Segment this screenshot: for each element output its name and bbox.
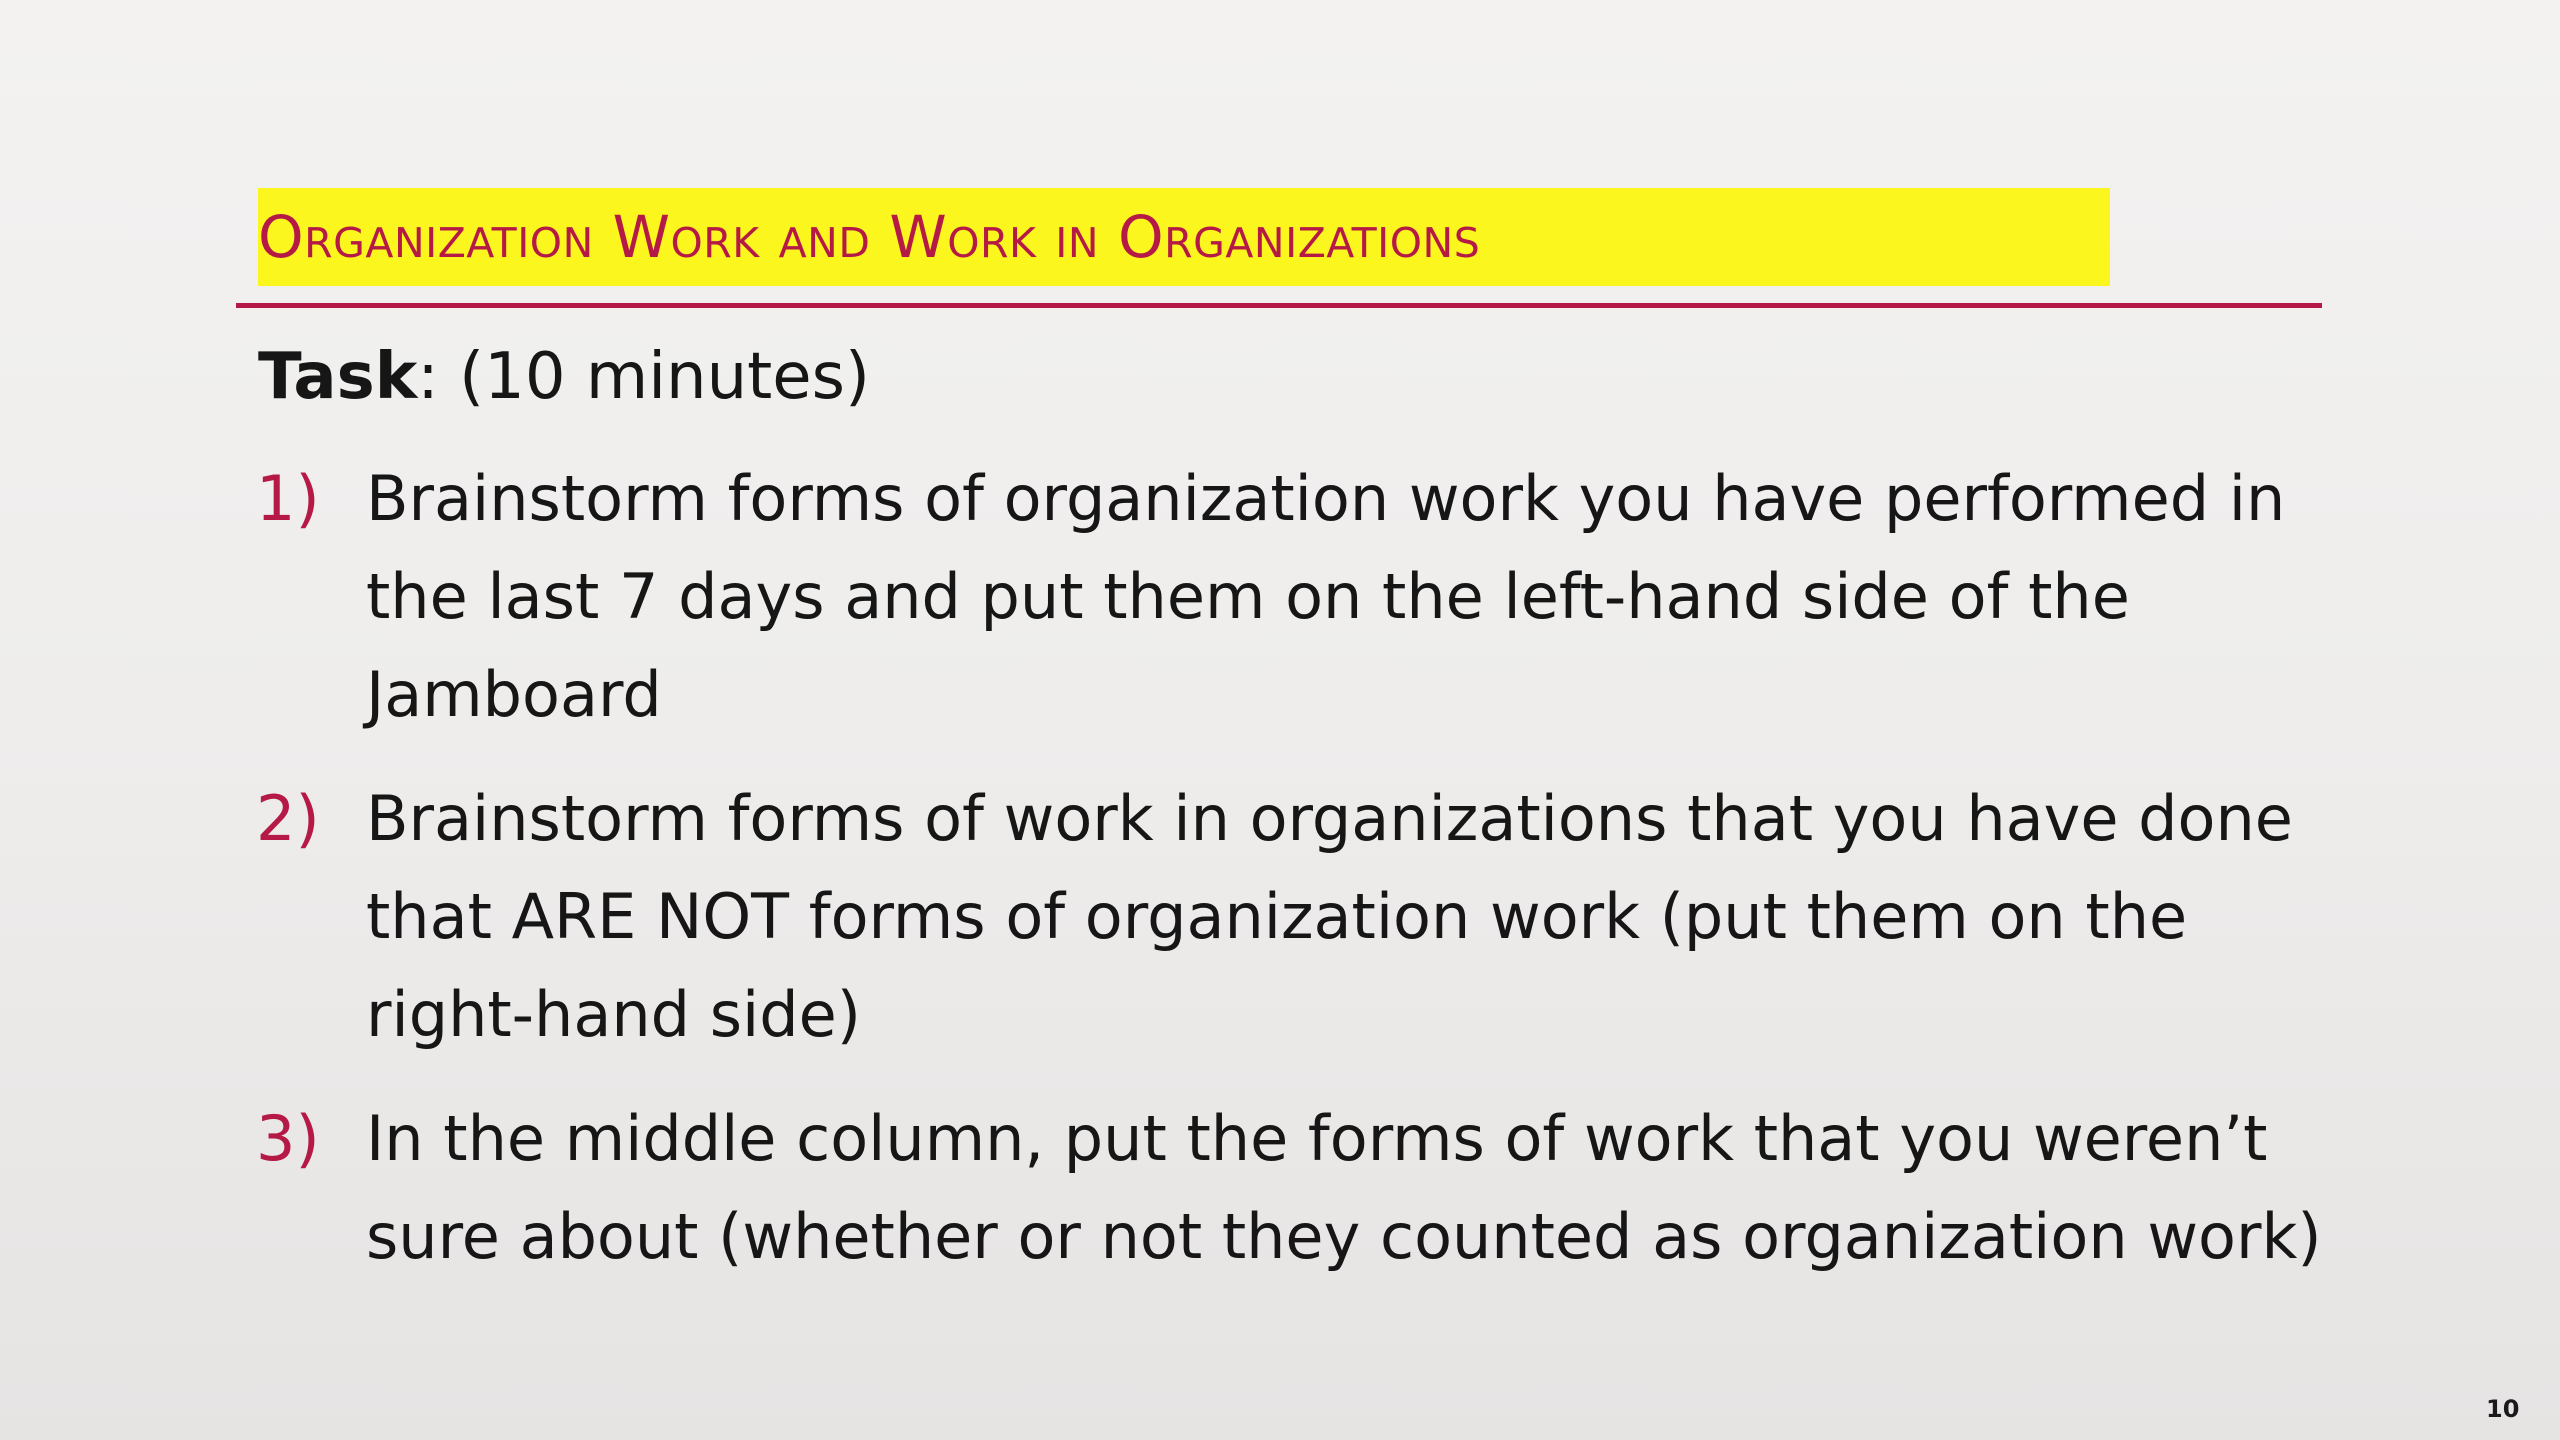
task-list <box>256 450 2336 1312</box>
item-text: Brainstorm forms of organization work you have performed in the last 7 days and put them on the left-hand side of the Jamboard <box>366 462 2286 731</box>
item-number: 1) <box>256 462 320 535</box>
page-number: 10 <box>2486 1395 2520 1423</box>
task-detail: : (10 minutes) <box>417 340 870 414</box>
list-item <box>256 770 2336 1064</box>
task-line <box>258 330 870 424</box>
task-label: Task <box>258 340 418 414</box>
slide-title: Organization Work and Work in Organizations <box>258 203 1481 271</box>
item-number: 3) <box>256 1102 320 1175</box>
list-item <box>256 450 2336 744</box>
list-item <box>256 1090 2336 1286</box>
item-text: Brainstorm forms of work in organizations that you have done that ARE NOT forms of organization work (put them on the right-hand side) <box>366 782 2293 1051</box>
item-text: In the middle column, put the forms of work that you weren’t sure about (whether or not they counted as organization work) <box>366 1102 2322 1273</box>
title-divider <box>236 303 2322 308</box>
item-number: 2) <box>256 782 320 855</box>
